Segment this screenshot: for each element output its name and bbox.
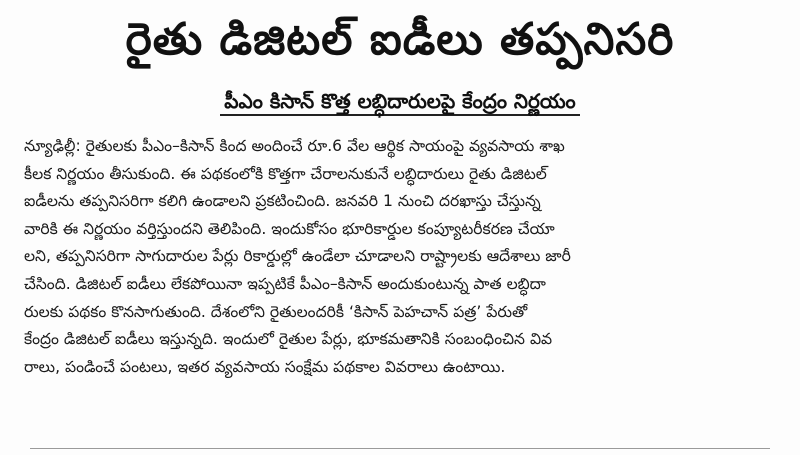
body-line: న్యూఢిల్లీ: రైతులకు పీఎం–కిసాన్ కింద అందించే రూ.6 వేల ఆర్థిక సాయంపై వ్యవసాయ శాఖ xyxy=(24,137,565,155)
body-line: వారికి ఈ నిర్ణయం వర్తిస్తుందని తెలిపింది. ఇందుకోసం భూరికార్డుల కంప్యూటరీకరణ చేయా xyxy=(24,219,555,238)
article-body xyxy=(24,133,776,381)
body-line: రులకు పథకం కొనసాగుతుంది. దేశంలోని రైతులందరికీ ‘కిసాన్ పెహచాన్ పత్ర’ పేరుతో xyxy=(24,302,528,321)
body-line: చేసింది. డిజిటల్ ఐడీలు లేకపోయినా ఇప్పటికే పీఎం–కిసాన్ అందుకుంటున్న పాత లబ్ధిదా xyxy=(24,274,546,293)
article-headline: రైతు డిజిటల్ ఐడీలు తప్పనిసరి xyxy=(125,14,675,65)
body-line: ఐడీలను తప్పనిసరిగా కలిగి ఉండాలని ప్రకటించింది. జనవరి 1 నుంచి దరఖాస్తు చేస్తున్న xyxy=(24,192,541,211)
bottom-divider xyxy=(30,448,770,449)
subheadline-container xyxy=(0,88,800,116)
body-line: కేంద్రం డిజిటల్ ఐడీలు ఇస్తున్నది. ఇందులో రైతుల పేర్లు, భూకమతానికి సంబంధించిన వివ xyxy=(24,330,553,349)
body-line: లని, తప్పనిసరిగా సాగుదారుల పేర్లు రికార్డుల్లో ఉండేలా చూడాలని రాష్ట్రాలకు ఆదేశాలు జారీ xyxy=(24,247,571,266)
body-line: కీలక నిర్ణయం తీసుకుంది. ఈ పథకంలోకి కొత్తగా చేరాలనుకునే లబ్ధిదారులు రైతు డిజిటల్ xyxy=(24,164,547,183)
article-subheadline: పీఎం కిసాన్ కొత్త లబ్ధిదారులపై కేంద్రం నిర్ణయం xyxy=(220,88,579,116)
body-line: రాలు, పండించే పంటలు, ఇతర వ్యవసాయ సంక్షేమ పథకాల వివరాలు ఉంటాయి. xyxy=(24,357,506,376)
